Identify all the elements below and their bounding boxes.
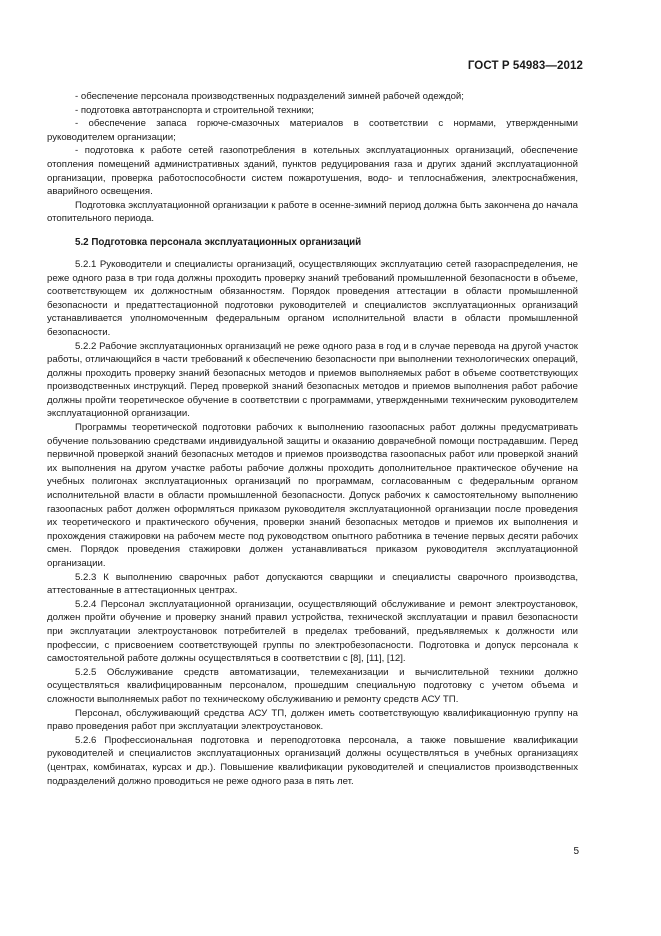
paragraph-5-2-5: 5.2.5 Обслуживание средств автоматизации, телемеханизации и вычислительной техники должно осуществляться квалифицированным персоналом, прошедшим специальную подготовку с учетом объема и сложности выполняемых работ по техническому обслуживанию и ремонту средств АСУ ТП. (47, 666, 578, 705)
paragraph-5-2-6: 5.2.6 Профессиональная подготовка и переподготовка персонала, а также повышение квалификации руководителей и специалистов эксплуатационных организаций должны осуществляться в учебных организациях (центрах, комбинатах, курсах и др.). Повышение квалификации руководителей и специалистов производственных подразделений должно проводиться не реже одного раза в пять лет. (47, 734, 578, 787)
document-body (47, 90, 578, 788)
paragraph: Персонал, обслуживающий средства АСУ ТП, должен иметь соответствующую квалификационную группу на право проведения работ при эксплуатации электроустановок. (47, 707, 578, 733)
list-item: - обеспечение запаса горюче-смазочных материалов в соответствии с нормами, утвержденными руководителем организации; (47, 118, 578, 143)
paragraph-5-2-3: 5.2.3 К выполнению сварочных работ допускаются сварщики и специалисты сварочного производства, аттестованные в аттестационных центрах. (47, 571, 578, 597)
paragraph: Подготовка эксплуатационной организации к работе в осенне-зимний период должна быть закончена до начала отопительного периода. (47, 199, 578, 225)
page-number: 5 (573, 846, 579, 857)
list-item: - подготовка автотранспорта и строительной техники; (75, 104, 314, 116)
paragraph-5-2-4: 5.2.4 Персонал эксплуатационной организации, осуществляющий обслуживание и ремонт электроустановок, должен пройти обучение и проверку знаний правил устройства, технической эксплуатации и правил безопасности при эксплуатации электроустановок потребителей в пределах требований, предъявляемых к должности или профессии, с присвоением соответствующей группы по электробезопасности. Подготовка и допуск персонала к самостоятельной работе должны осуществляться в соответствии с [8], [11], [12]. (47, 598, 578, 665)
paragraph-5-2-2: 5.2.2 Рабочие эксплуатационных организаций не реже одного раза в год и в случае перевода на другой участок работы, отличающийся в части требований к обеспечению безопасности при выполнении технологических операций, должны проходить проверку знаний безопасных методов и приемов выполняемых работ в объеме соответствующих производственных инструкций. Перед проверкой знаний безопасных методов и приемов выполнения работ рабочие должны пройти теоретическое обучение в соответствии с программами, утвержденными техническим руководителем эксплуатационной организации. (47, 340, 578, 420)
document-code: ГОСТ Р 54983—2012 (467, 60, 583, 72)
paragraph: Программы теоретической подготовки рабочих к выполнению газоопасных работ должны предусматривать обучение пользованию средствами индивидуальной защиты и оказанию доврачебной помощи пострадавшим. Перед первичной проверкой знаний безопасных методов и приемов производства газоопасных работ или проверкой знаний их выполнения на другом участке работы рабочие должны проходить дополнительное практическое обучение на учебных полигонах эксплуатационных организаций по программам, согласованным с федеральным органом исполнительной власти в области промышленной безопасности. Допуск рабочих к самостоятельному выполнению газоопасных работ должен оформляться приказом руководителя эксплуатационной организации после проведения их теоретического и практического обучения, проверки знаний безопасных методов и приемов их выполнения и прохождения стажировки на рабочем месте под руководством опытного работника в течение первых десяти рабочих смен. Порядок проведения стажировки должен устанавливаться приказом руководителя эксплуатационной организации. (47, 422, 578, 569)
list-item: - подготовка к работе сетей газопотребления в котельных эксплуатационных организаций, обеспечение отопления помещений административных зданий, пунктов редуцирования газа и других зданий эксплуатационной организации, проверка работоспособности систем пожаротушения, водо- и теплоснабжения, электроснабжения, аварийного освещения. (47, 145, 578, 198)
section-heading: 5.2 Подготовка персонала эксплуатационных организаций (75, 236, 362, 248)
paragraph-5-2-1: 5.2.1 Руководители и специалисты организаций, осуществляющих эксплуатацию сетей газораспределения, не реже одного раза в три года должны проходить проверку знаний требований промышленной безопасности в объеме, соответствующем их должностным обязанностям. Порядок проведения аттестации в области промышленной безопасности и предаттестационной подготовки руководителей и специалистов эксплуатационных организаций устанавливается уполномоченным федеральным органом исполнительной власти в области промышленной безопасности. (47, 258, 578, 338)
list-item: - обеспечение персонала производственных подразделений зимней рабочей одеждой; (75, 91, 464, 102)
